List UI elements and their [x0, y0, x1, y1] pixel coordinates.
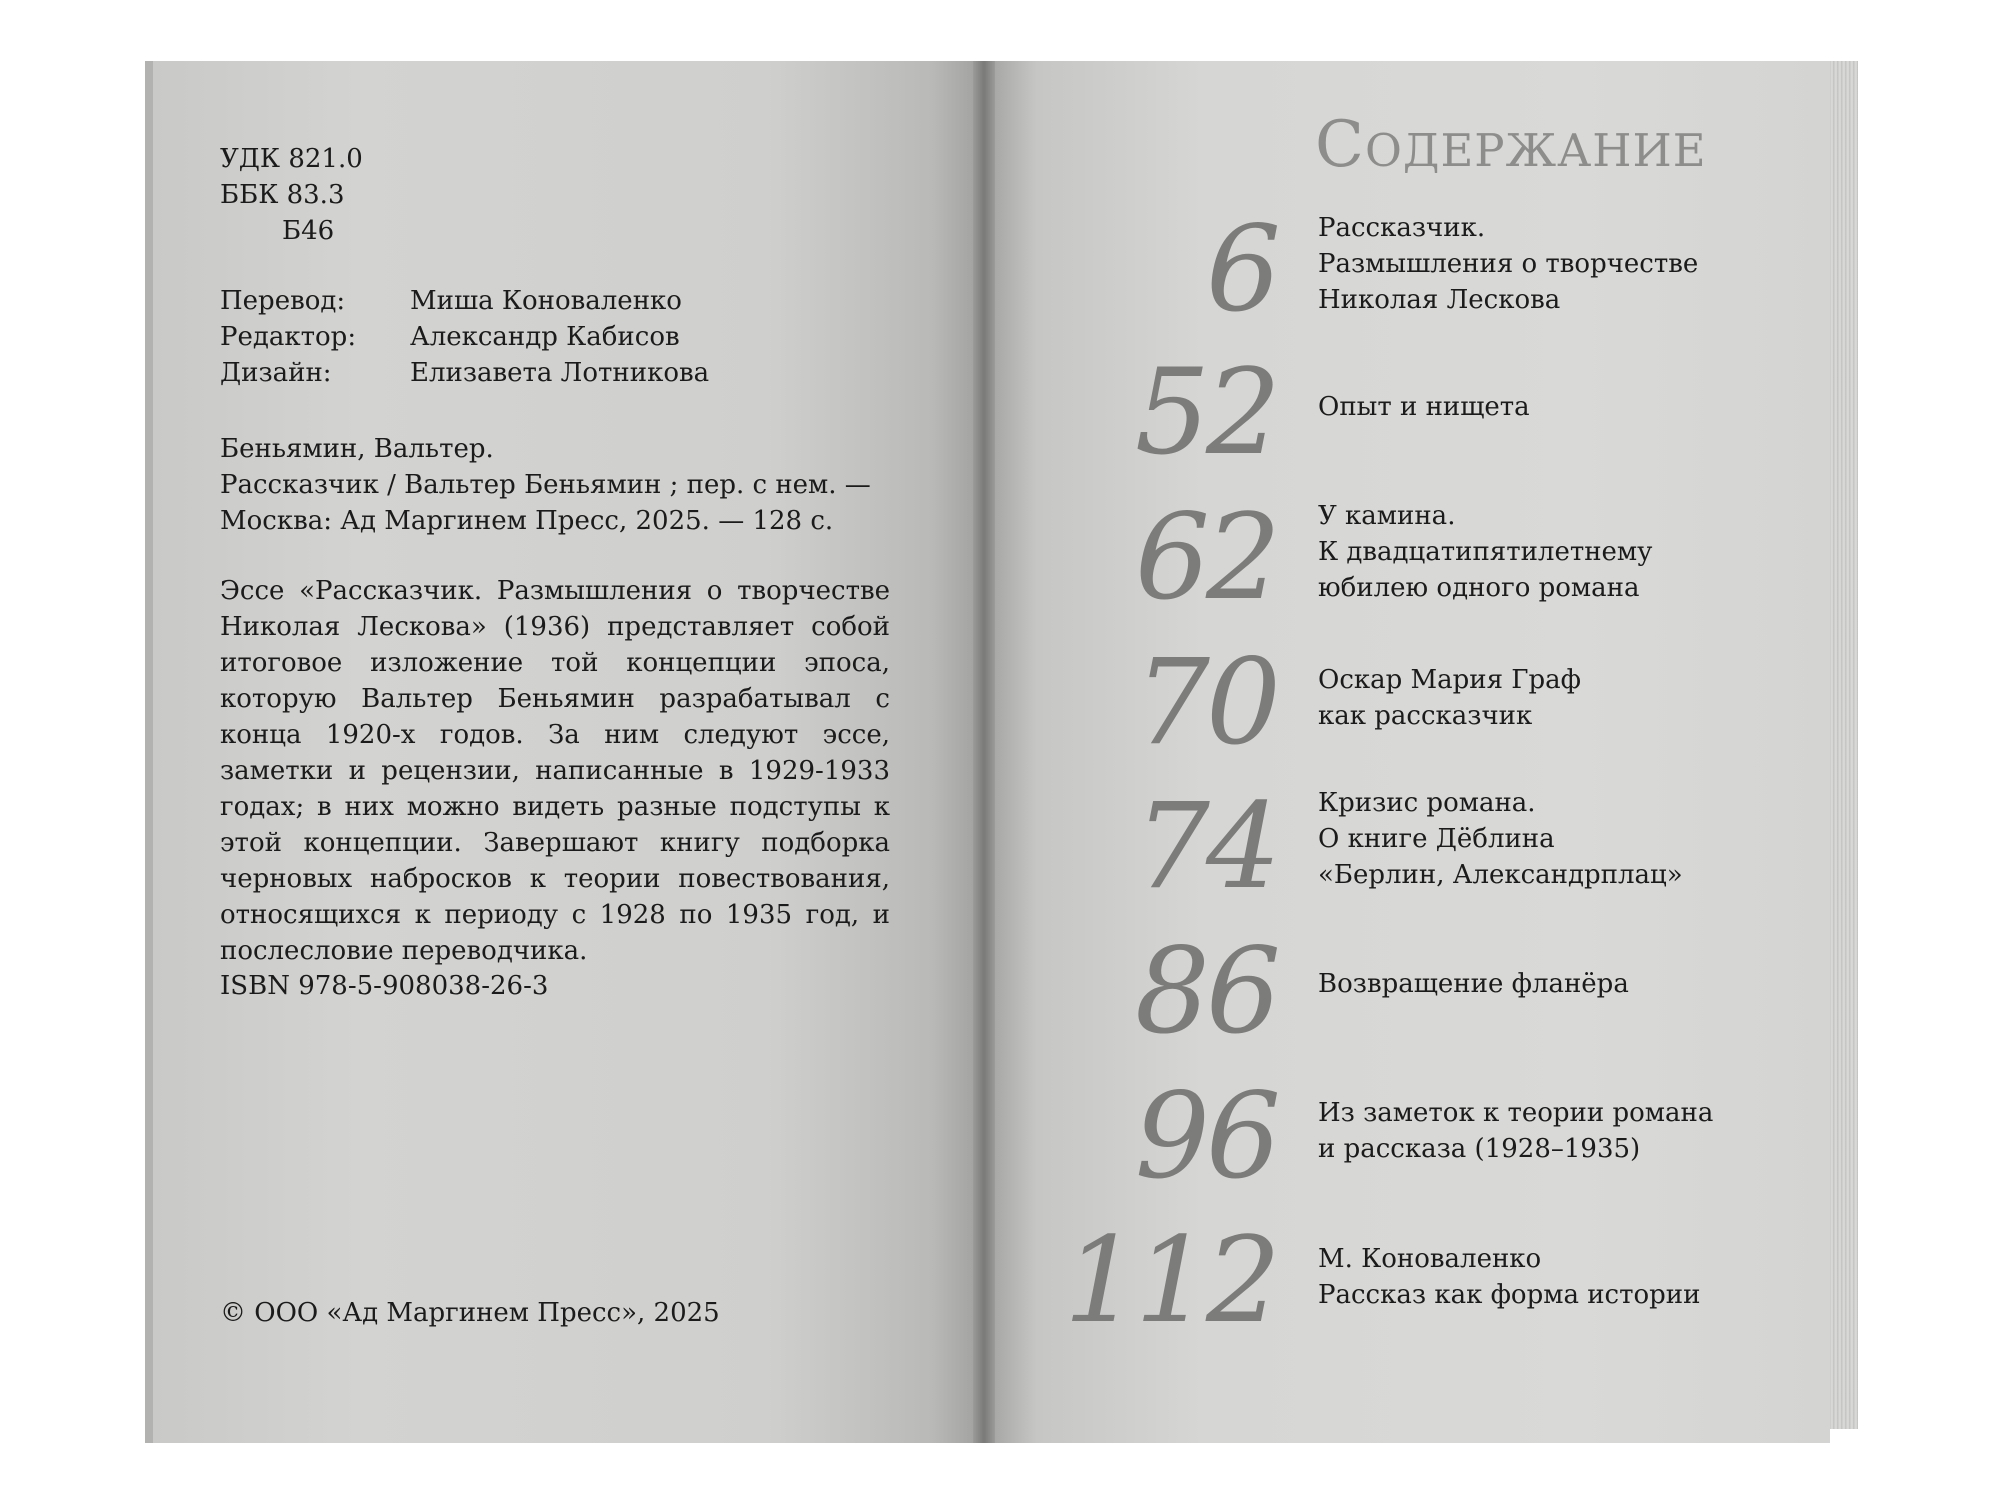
toc-page-number: 62 [1134, 488, 1277, 626]
toc-page-number: 96 [1134, 1067, 1277, 1205]
credit-value: Миша Коноваленко [410, 286, 682, 316]
toc-entry-line: О книге Дёблина [1318, 824, 1555, 854]
toc-entry-line: «Берлин, Александрплац» [1318, 860, 1683, 890]
toc-page-number: 74 [1134, 777, 1277, 915]
toc-entry-line: Размышления о творчестве [1318, 249, 1699, 279]
copyright: © ООО «Ад Маргинем Пресс», 2025 [220, 1298, 720, 1328]
toc-entry-line: юбилею одного романа [1318, 573, 1640, 603]
udk-code: УДК 821.0 [220, 144, 363, 174]
toc-entry [1318, 785, 1683, 893]
toc-entry [1318, 210, 1698, 318]
toc-entry-line: У камина. [1318, 501, 1456, 531]
credit-value: Александр Кабисов [410, 322, 680, 352]
toc-entry-line: Опыт и нищета [1318, 392, 1530, 422]
toc-entry-line: Оскар Мария Граф [1318, 665, 1582, 695]
toc-entry-line: Возвращение фланёра [1318, 969, 1629, 999]
toc-entry [1318, 389, 1530, 425]
isbn: ISBN 978-5-908038-26-3 [220, 971, 549, 1001]
page-edges [1830, 61, 1858, 1429]
toc-entry-line: Николая Лескова [1318, 285, 1561, 315]
toc-page-number: 6 [1205, 200, 1277, 338]
toc-entry-line: М. Коноваленко [1318, 1244, 1542, 1274]
toc-entry [1318, 966, 1629, 1002]
toc-title: Содержание [1315, 108, 1707, 182]
toc-entry [1318, 1241, 1700, 1313]
toc-page-number: 70 [1134, 633, 1277, 771]
credit-label: Перевод: [220, 286, 346, 316]
credit-value: Елизавета Лотникова [410, 358, 710, 388]
toc-page-number: 52 [1134, 343, 1277, 481]
toc-entry-line: Рассказчик. [1318, 213, 1486, 243]
book-gutter [973, 61, 995, 1443]
toc-entry-line: Рассказ как форма истории [1318, 1280, 1701, 1310]
toc-page-number: 86 [1134, 922, 1277, 1060]
toc-entry [1318, 1095, 1713, 1167]
toc-entry-line: Из заметок к теории романа [1318, 1098, 1714, 1128]
toc-entry [1318, 498, 1652, 606]
credit-label: Редактор: [220, 322, 357, 352]
bib-author: Беньямин, Вальтер. [220, 434, 494, 464]
toc-page-number: 112 [1063, 1211, 1277, 1349]
toc-entry [1318, 662, 1581, 734]
credit-label: Дизайн: [220, 358, 332, 388]
toc-entry-line: К двадцатипятилетнему [1318, 537, 1653, 567]
toc-entry-line: как рассказчик [1318, 701, 1533, 731]
bib-imprint: Москва: Ад Маргинем Пресс, 2025. — 128 с. [220, 506, 834, 536]
toc-entry-line: и рассказа (1928–1935) [1318, 1134, 1641, 1164]
bib-title: Рассказчик / Вальтер Беньямин ; пер. с нем. — [220, 470, 871, 500]
author-mark: Б46 [282, 216, 335, 246]
book-description: Эссе «Рассказчик. Размышления о творчестве Николая Лескова» (1936) представляет собой итоговое изложение той концепции эпоса, которую Вальтер Беньямин разрабатывал с конца 1920-х годов. За ним следуют эссе, заметки и рецензии, написанные в 1929-1933 годах; в них можно видеть разные подступы к этой концепции. Завершают книгу подборка черновых набросков к теории повествования, относящихся к периоду с 1928 по 1935 год, и послесловие переводчика. [220, 576, 890, 966]
bbk-code: ББК 83.3 [220, 180, 345, 210]
toc-entry-line: Кризис романа. [1318, 788, 1536, 818]
